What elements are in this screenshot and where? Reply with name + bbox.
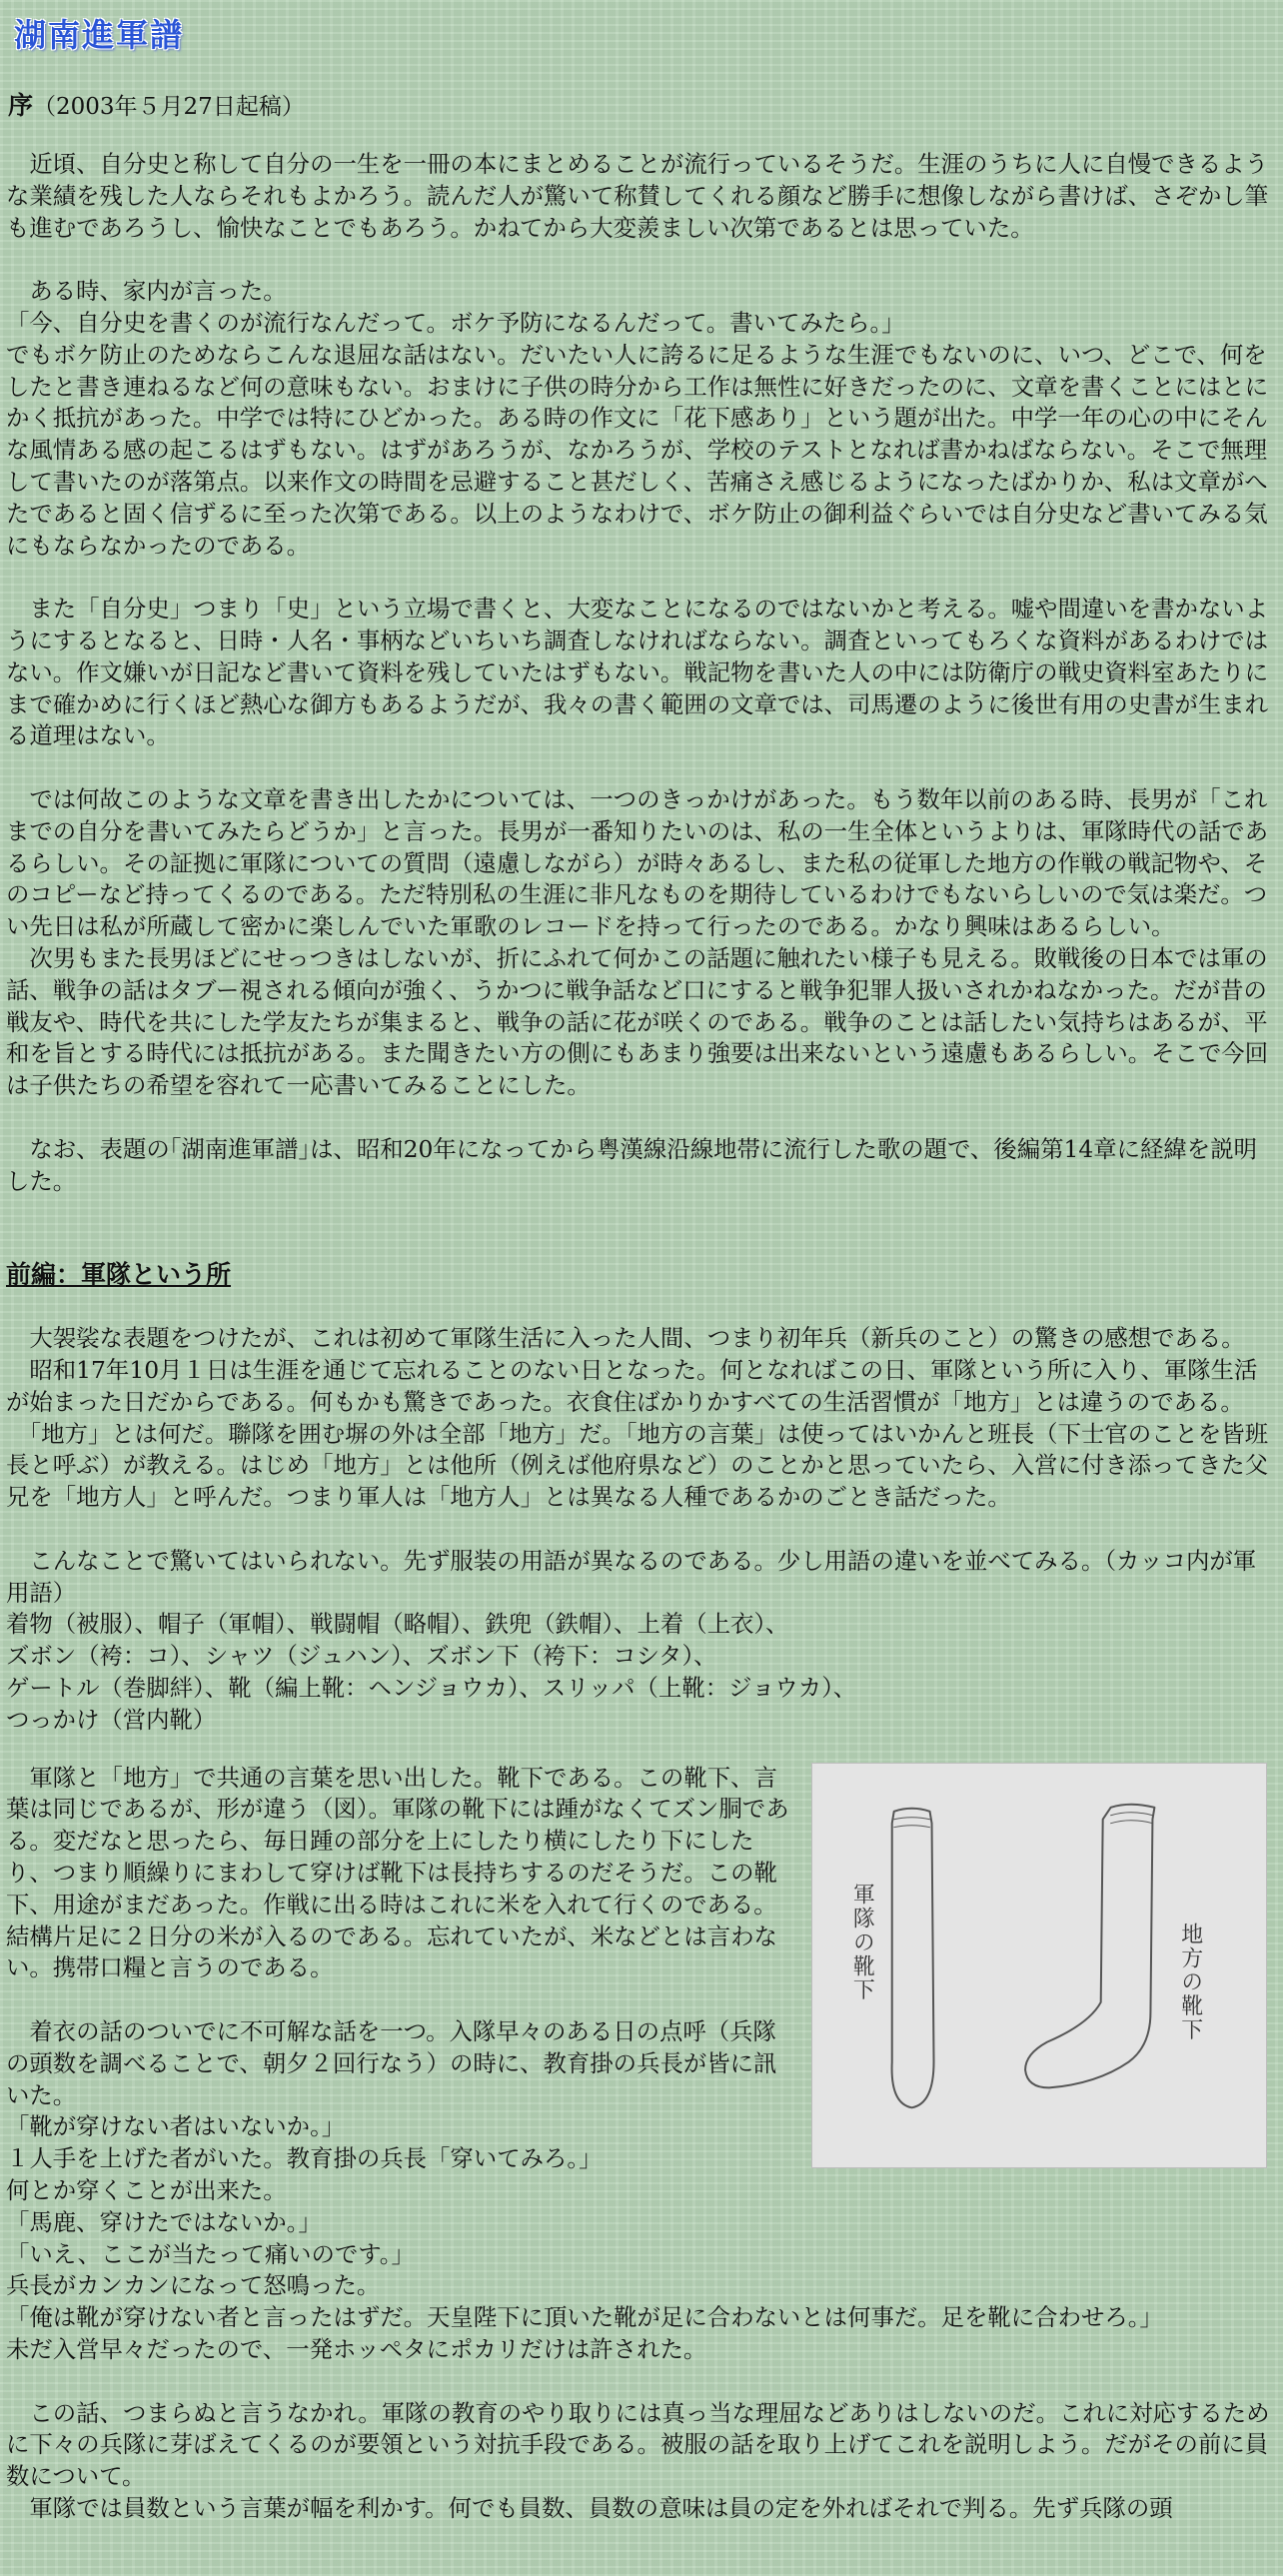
figure-section bbox=[6, 1763, 1277, 2525]
page bbox=[0, 10, 1283, 2525]
paragraph: 次男もまた長男ほどにせっつきはしないが、折にふれて何かこの話題に触れたい様子も見える。敗戦後の日本では軍の話、戦争の話はタブー視される傾向が強く、うかつに戦争話など口にすると戦争犯罪人扱いされかねなかった。だが昔の戦友や、時代を共にした学友たちが集まると、戦争の話に花が咲くのである。戦争のことは話したい気持ちはあるが、平和を旨とする時代には抵抗がある。また聞きたい方の側にもあまり強要は出来ないという遠慮もあるらしい。そこで今回は子供たちの希望を容れて一応書いてみることにした。 bbox=[6, 943, 1269, 1100]
socks-sketch bbox=[812, 1764, 1266, 2167]
dialogue-line: １人手を上げた者がいた。教育掛の兵長「穿いてみろ。」 bbox=[6, 2144, 603, 2173]
terms-line: ズボン（袴：コ）、シャツ（ジュハン）、ズボン下（袴下：コシタ）、 bbox=[6, 1642, 717, 1671]
section-heading: 前編：軍隊という所 bbox=[6, 1260, 232, 1290]
paragraph: なお、表題の｢湖南進軍譜｣は、昭和20年になってから粤漢線沿線地帯に流行した歌の題で、後編第14章に経緯を説明した。 bbox=[6, 1134, 1257, 1195]
paragraph: 昭和17年10月１日は生涯を通じて忘れることのない日となった。何となればこの日、軍隊という所に入り、軍隊生活が始まった日だからである。何もかも驚きであった。衣食住ばかりかすべての生活習慣が「地方」とは違うのである。 bbox=[6, 1356, 1258, 1416]
preface-label: 序 bbox=[8, 91, 34, 120]
paragraph: また「自分史」つまり「史」という立場で書くと、大変なことになるのではないかと考える。嘘や間違いを書かないようにするとなると、日時・人名・事柄などいちいち調査しなければならない。調査といってもろくな資料があるわけではない。作文嫌いが日記など書いて資料を残していたはずもない。戦記物を書いた人の中には防衛庁の戦史資料室あたりにまで確かめに行くほど熱心な御方もあるようだが、我々の書く範囲の文章では、司馬遷のように後世有用の史書が生まれる道理はない。 bbox=[6, 595, 1269, 750]
terms-line: 着物（被服）、帽子（軍帽）、戦闘帽（略帽）、鉄兜（鉄帽）、上着（上衣）、 bbox=[6, 1610, 789, 1639]
paragraph: ある時、家内が言った。 bbox=[6, 277, 287, 306]
preface-date: （2003年５月27日起稿） bbox=[33, 94, 305, 120]
paragraph: 「今、自分史を書くのが流行なんだって。ボケ予防になるんだって。書いてみたら。」 bbox=[6, 308, 905, 337]
label-civilian-sock: 地方の靴下 bbox=[1177, 1922, 1203, 2042]
dialogue-line: 「馬鹿、穿けたではないか。」 bbox=[6, 2207, 322, 2236]
dialogue-line: 「俺は靴が穿けない者と言ったはずだ。天皇陛下に頂いた靴が足に合わないとは何事だ。足を靴に合わせろ。」 bbox=[6, 2303, 1163, 2332]
label-military-sock: 軍隊の靴下 bbox=[849, 1883, 875, 2002]
paragraph: 「地方」とは何だ。聯隊を囲む塀の外は全部「地方」だ。「地方の言葉」は使ってはいかんと班長（下士官のことを皆班長と呼ぶ）が教える。はじめ「地方」とは他所（例えば他府県など）のことかと思っていたら、入営に付き添ってきた父兄を「地方人」と呼んだ。つまり軍人は「地方人」とは異なる人種であるかのごとき話だった。 bbox=[6, 1419, 1269, 1512]
paragraph: では何故このような文章を書き出したかについては、一つのきっかけがあった。もう数年以前のある時、長男が「これまでの自分を書いてみたらどうか」と言った。長男が一番知りたいのは、私の一生全体というよりは、軍隊時代の話であるらしい。その証拠に軍隊についての質問（遠慮しながら）が時々あるし、また私の従軍した地方の作戦の戦記物や、そのコピーなど持ってくるのである。ただ特別私の生涯に非凡なものを期待しているわけでもないらしいので気は楽だ。つい先日は私が所蔵して密かに楽しんでいた軍歌のレコードを持って行ったのである。かなり興味はあるらしい。 bbox=[6, 784, 1269, 941]
socks-figure bbox=[811, 1763, 1267, 2168]
terms-line: つっかけ（営内靴） bbox=[6, 1705, 217, 1734]
dialogue-line: 「いえ、ここが当たって痛いのです。」 bbox=[6, 2239, 415, 2268]
paragraph: 近頃、自分史と称して自分の一生を一冊の本にまとめることが流行っているそうだ。生涯のうちに人に自慢できるような業績を残した人ならそれもよかろう。読んだ人が驚いて称賛してくれる顔など勝手に想像しながら書けば、さぞかし筆も進むであろうし、愉快なことでもあろう。かねてから大変羨ましい次第であるとは思っていた。 bbox=[6, 150, 1269, 242]
paragraph: 大袈裟な表題をつけたが、これは初めて軍隊生活に入った人間、つまり初年兵（新兵のこと）の驚きの感想である。 bbox=[6, 1324, 1245, 1353]
paragraph: この話、つまらぬと言うなかれ。軍隊の教育のやり取りには真っ当な理屈などありはしないのだ。これに対応するために下々の兵隊に芽ばえてくるのが要領という対抗手段である。被服の話を取り上げてこれを説明しよう。だがその前に員数について。 bbox=[6, 2398, 1270, 2491]
paragraph: でもボケ防止のためならこんな退屈な話はない。だいたい人に誇るに足るような生涯でもないのに、いつ、どこで、何をしたと書き連ねるなど何の意味もない。おまけに子供の時分から工作は無性に好きだったのに、文章を書くことにはとにかく抵抗があった。中学では特にひどかった。ある時の作文に「花下感あり」という題が出た。中学一年の心の中にそんな風情ある感の起こるはずもない。はずがあろうが、なかろうが、学校のテストとなれば書かねばならない。そこで無理して書いたのが落第点。以来作文の時間を忌避すること甚だしく、苦痛さえ感じるようになったばかりか、私は文章がへたであると固く信ずるに至った次第である。以上のようなわけで、ボケ防止の御利益ぐらいでは自分史など書いてみる気にもならなかったのである。 bbox=[6, 340, 1269, 560]
paragraph: 軍隊では員数という言葉が幅を利かす。何でも員数、員数の意味は員の定を外ればそれで判る。先ず兵隊の頭 bbox=[6, 2493, 1173, 2522]
dialogue-line: 兵長がカンカンになって怒鳴った。 bbox=[6, 2271, 381, 2300]
dialogue-line: 「靴が穿けない者はいないか。」 bbox=[6, 2112, 346, 2141]
paragraph: こんなことで驚いてはいられない。先ず服装の用語が異なるのである。少し用語の違いを並べてみる。（カッコ内が軍用語） bbox=[6, 1546, 1257, 1607]
paragraph: 軍隊と「地方」で共通の言葉を思い出した。靴下である。この靴下、言葉は同じであるが、形が違う（図）。軍隊の靴下には踵がなくてズン胴である。変だなと思ったら、毎日踵の部分を上にしたり横にしたり下にしたり、つまり順繰りにまわして穿けば靴下は長持ちするのだそうだ。この靴下、用途がまだあった。作戦に出る時はこれに米を入れて行くのである。結構片足に２日分の米が入るのである。忘れていたが、米などとは言わない。携帯口糧と言うのである。 bbox=[6, 1763, 789, 1982]
dialogue-line: 未だ入営早々だったので、一発ホッペタにポカリだけは許された。 bbox=[6, 2335, 707, 2363]
body-section bbox=[6, 1323, 1277, 1736]
page-title: 湖南進軍譜 bbox=[14, 16, 185, 54]
dialogue-line: 何とか穿くことが出来た。 bbox=[6, 2176, 287, 2205]
paragraph: 着衣の話のついでに不可解な話を一つ。入隊早々のある日の点呼（兵隊の頭数を調べることで、朝夕２回行なう）の時に、教育掛の兵長が皆に訊いた。 bbox=[6, 2017, 777, 2109]
preface-header bbox=[8, 90, 1277, 123]
intro-section bbox=[6, 149, 1277, 1197]
terms-line: ゲートル（巻脚絆）、靴（編上靴：ヘンジョウカ）、スリッパ（上靴：ジョウカ）、 bbox=[6, 1674, 857, 1703]
